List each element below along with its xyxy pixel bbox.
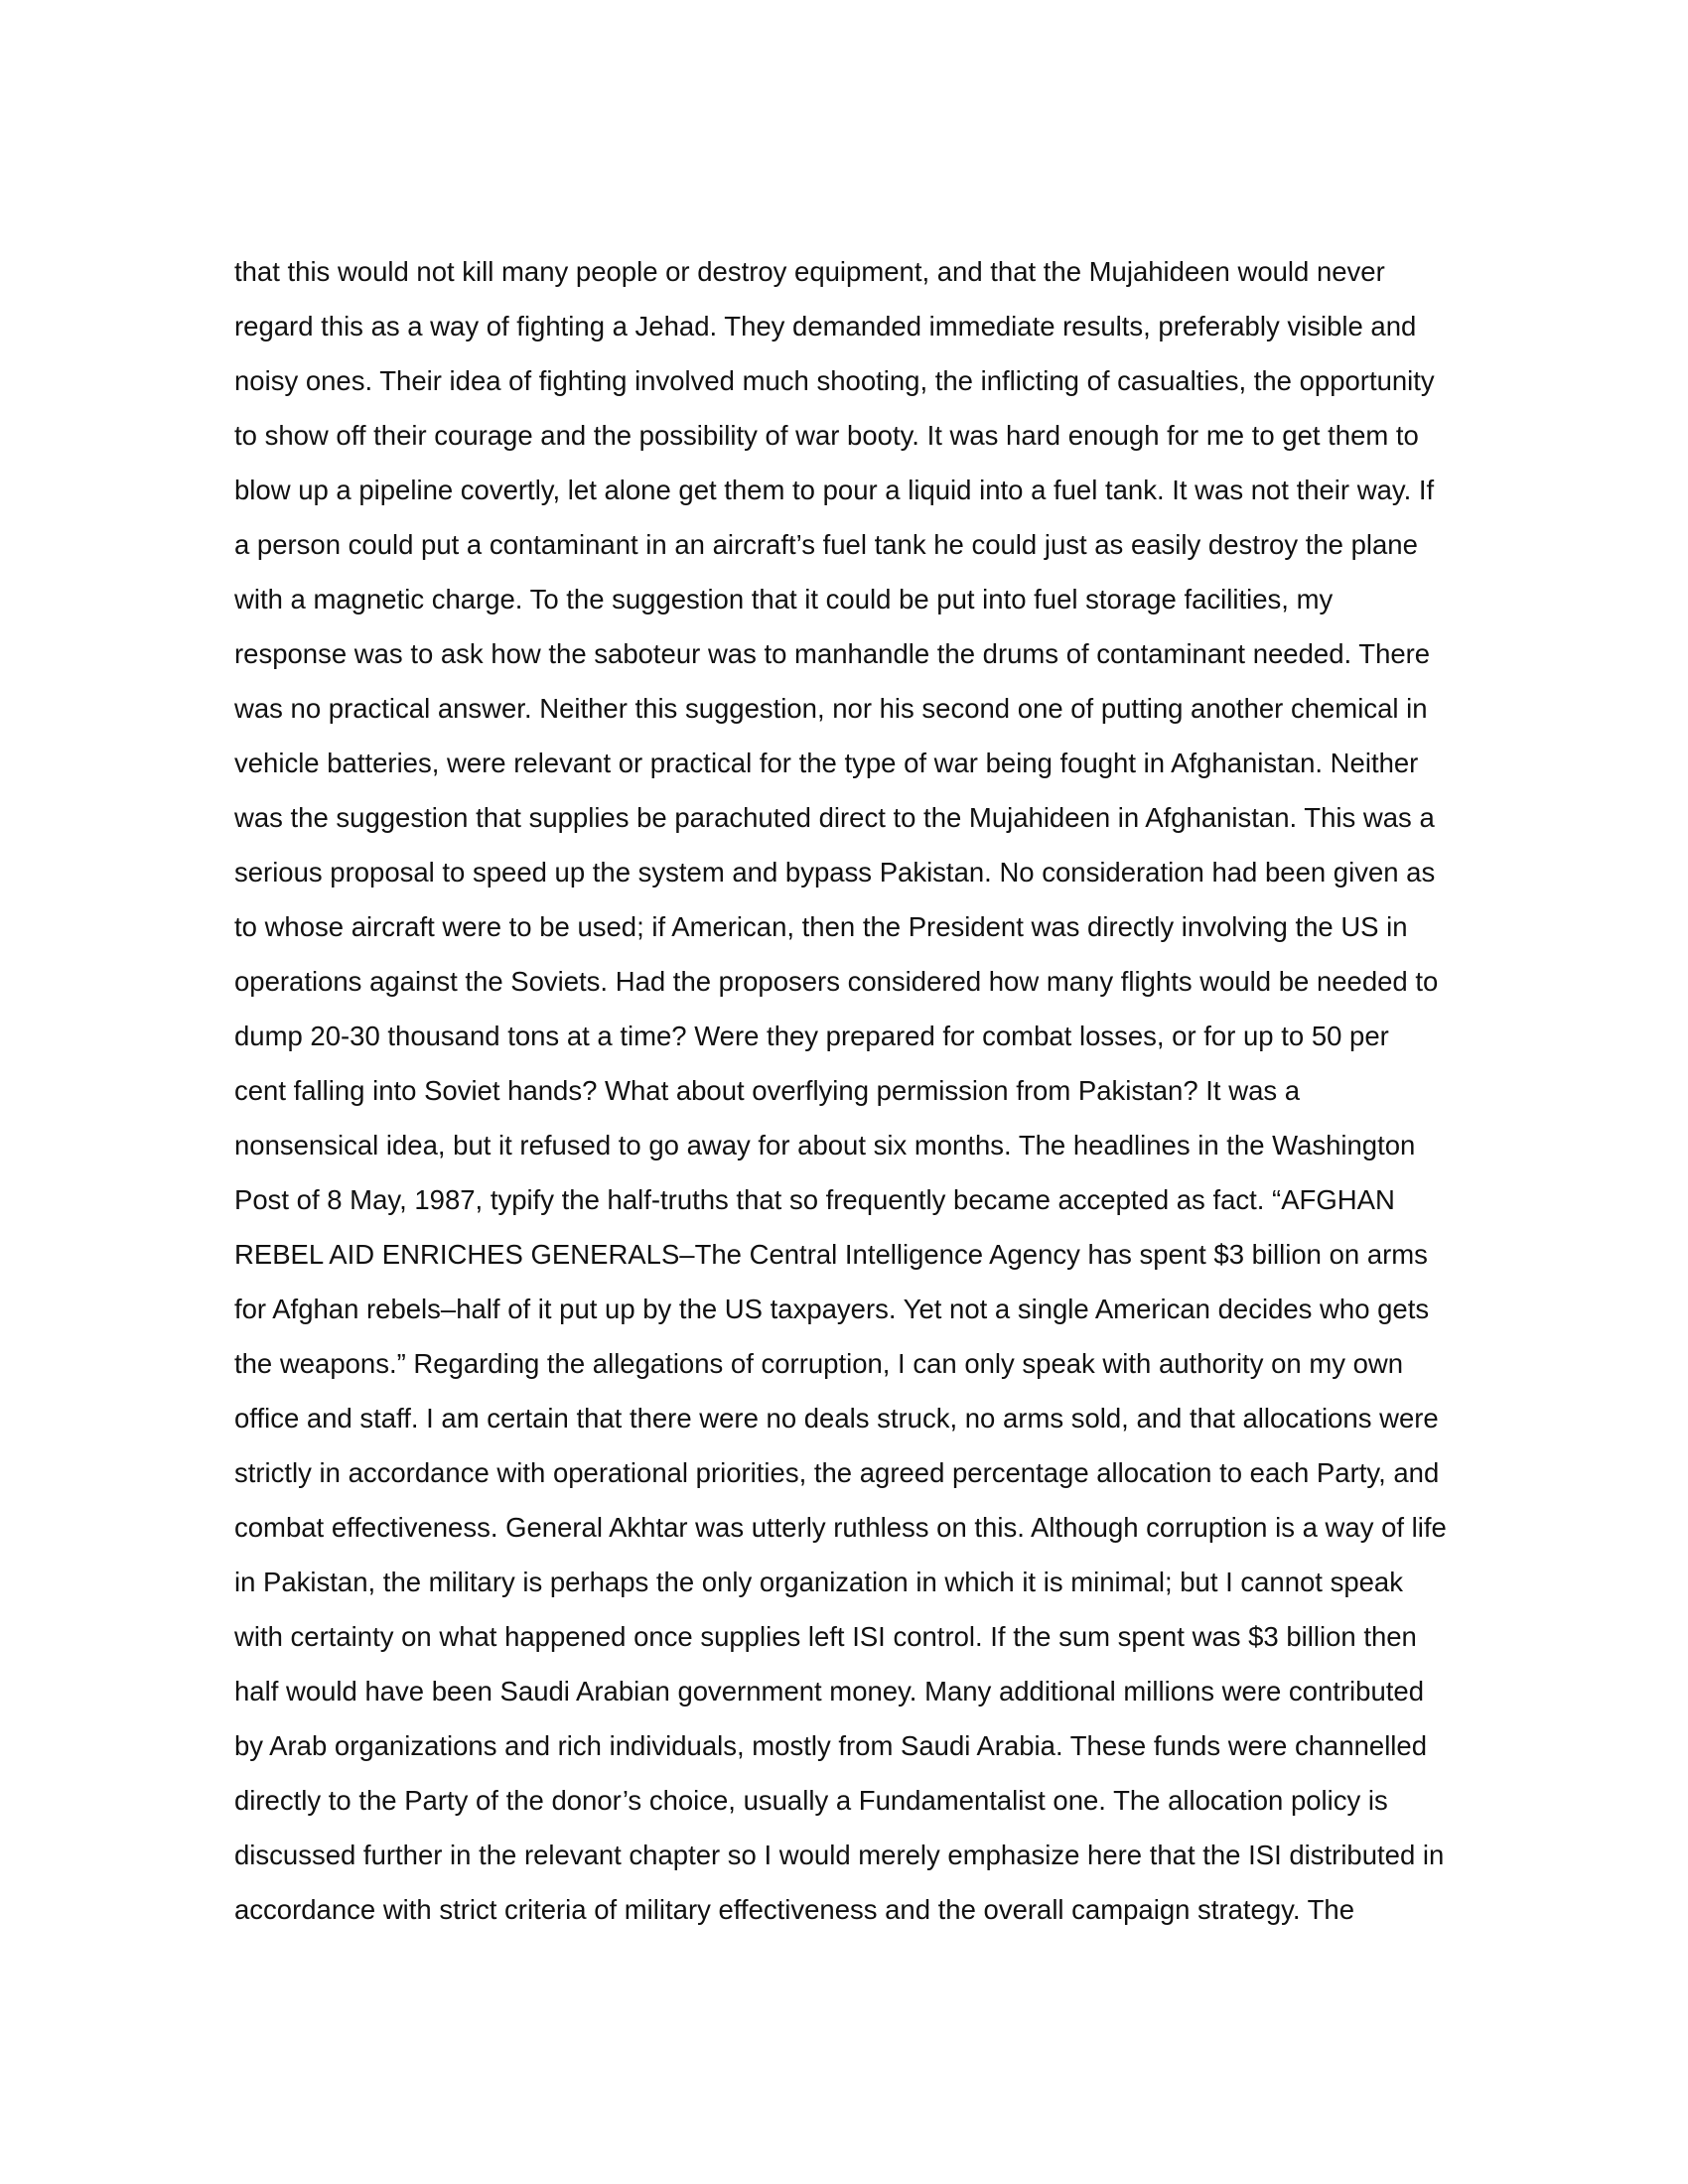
text-line: that this would not kill many people or destroy equipment, and that the Mujahideen would never bbox=[234, 256, 1385, 287]
text-line: serious proposal to speed up the system and bypass Pakistan. No consideration had been given as bbox=[234, 857, 1436, 887]
text-line: noisy ones. Their idea of fighting involved much shooting, the inflicting of casualties, the opportunity bbox=[234, 365, 1435, 396]
text-line: dump 20-30 thousand tons at a time? Were they prepared for combat losses, or for up to 50 per bbox=[234, 1021, 1389, 1051]
text-line: was no practical answer. Neither this suggestion, nor his second one of putting another chemical in bbox=[234, 693, 1428, 724]
text-line: regard this as a way of fighting a Jehad. They demanded immediate results, preferably visible and bbox=[234, 311, 1417, 341]
text-line: for Afghan rebels–half of it put up by the US taxpayers. Yet not a single American decides who gets bbox=[234, 1294, 1430, 1324]
text-line: in Pakistan, the military is perhaps the only organization in which it is minimal; but I cannot speak bbox=[234, 1567, 1403, 1597]
text-line: blow up a pipeline covertly, let alone get them to pour a liquid into a fuel tank. It was not their way. If bbox=[234, 475, 1435, 505]
text-line: half would have been Saudi Arabian government money. Many additional millions were contributed bbox=[234, 1676, 1424, 1706]
text-line: office and staff. I am certain that there were no deals struck, no arms sold, and that allocations were bbox=[234, 1403, 1439, 1433]
text-line: to whose aircraft were to be used; if American, then the President was directly involving the US in bbox=[234, 911, 1408, 942]
text-line: strictly in accordance with operational priorities, the agreed percentage allocation to each Party, and bbox=[234, 1457, 1440, 1488]
text-line: REBEL AID ENRICHES GENERALS–The Central Intelligence Agency has spent $3 billion on arms bbox=[234, 1239, 1428, 1270]
text-line: directly to the Party of the donor’s choice, usually a Fundamentalist one. The allocation policy is bbox=[234, 1785, 1388, 1816]
text-line: discussed further in the relevant chapter so I would merely emphasize here that the ISI distributed in bbox=[234, 1840, 1445, 1870]
text-line: was the suggestion that supplies be parachuted direct to the Mujahideen in Afghanistan. This was a bbox=[234, 802, 1435, 833]
text-line: Post of 8 May, 1987, typify the half-truths that so frequently became accepted as fact. “AFGHAN bbox=[234, 1184, 1395, 1215]
text-line: combat effectiveness. General Akhtar was utterly ruthless on this. Although corruption is a way of life bbox=[234, 1512, 1447, 1543]
text-line: cent falling into Soviet hands? What about overflying permission from Pakistan? It was a bbox=[234, 1075, 1301, 1106]
text-line: vehicle batteries, were relevant or practical for the type of war being fought in Afghanistan. Neither bbox=[234, 748, 1419, 778]
text-line: to show off their courage and the possibility of war booty. It was hard enough for me to get them to bbox=[234, 420, 1419, 451]
text-line: nonsensical idea, but it refused to go away for about six months. The headlines in the Washington bbox=[234, 1130, 1416, 1160]
text-line: with a magnetic charge. To the suggestion that it could be put into fuel storage facilities, my bbox=[234, 584, 1334, 614]
text-line: accordance with strict criteria of military effectiveness and the overall campaign strategy. The bbox=[234, 1894, 1355, 1925]
body-text bbox=[234, 244, 1466, 1937]
text-line: with certainty on what happened once supplies left ISI control. If the sum spent was $3 billion then bbox=[234, 1621, 1417, 1652]
text-line: a person could put a contaminant in an aircraft’s fuel tank he could just as easily destroy the plane bbox=[234, 529, 1418, 560]
text-line: response was to ask how the saboteur was to manhandle the drums of contaminant needed. There bbox=[234, 638, 1431, 669]
text-line: the weapons.” Regarding the allegations of corruption, I can only speak with authority on my own bbox=[234, 1348, 1404, 1379]
text-line: by Arab organizations and rich individuals, mostly from Saudi Arabia. These funds were channelled bbox=[234, 1730, 1428, 1761]
text-line: operations against the Soviets. Had the proposers considered how many flights would be needed to bbox=[234, 966, 1439, 997]
